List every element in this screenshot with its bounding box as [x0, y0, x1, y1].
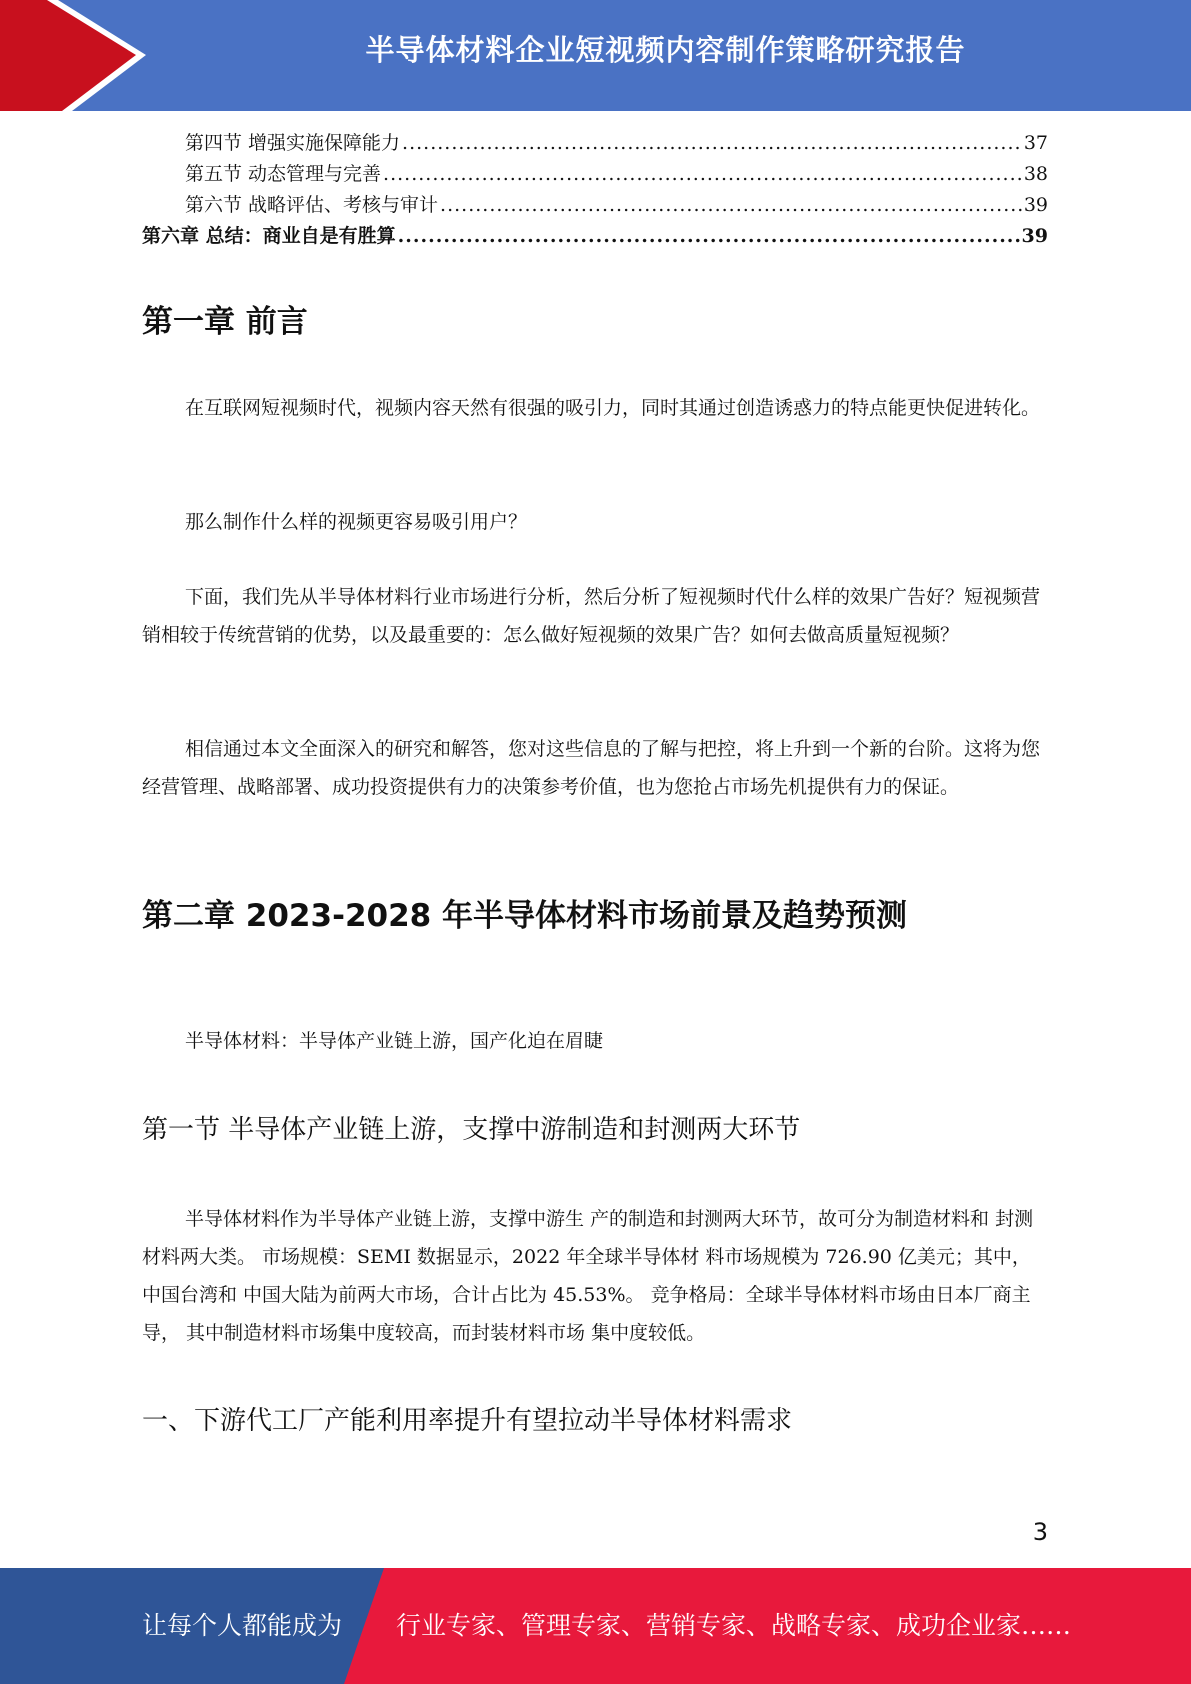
toc-entry-label: 第五节 动态管理与完善	[185, 163, 382, 185]
toc-chapter-entry[interactable]	[142, 221, 1048, 252]
toc-entry-page: 39	[1023, 194, 1048, 216]
chapter-1-paragraph-4: 相信通过本文全面深入的研究和解答，您对这些信息的了解与把控，将上升到一个新的台阶。这将为您经营管理、战略部署、成功投资提供有力的决策参考价值，也为您抢占市场先机提供有力的保证。	[142, 738, 1041, 798]
toc-entry-label: 第六节 战略评估、考核与审计	[185, 194, 439, 216]
report-title: 半导体材料企业短视频内容制作策略研究报告	[365, 33, 966, 67]
chapter-1-paragraph-2: 那么制作什么样的视频更容易吸引用户？	[185, 511, 528, 533]
header-banner	[0, 0, 1191, 111]
page-number: 3	[1032, 1518, 1048, 1546]
toc-entry-label: 第六章 总结：商业自是有胜算	[142, 225, 396, 247]
toc-leader-dots	[398, 221, 1020, 252]
footer-banner	[0, 1568, 1191, 1684]
section-1-paragraph: 半导体材料作为半导体产业链上游，支撑中游生 产的制造和封测两大环节，故可分为制造材料和 封测材料两大类。 市场规模：SEMI 数据显示，2022 年全球半导体材 料市场规模为 726.90 亿美元；其中，中国台湾和 中国大陆为前两大市场，合计占比为 45.53%。 竞争格局：全球半导体材料市场由日本厂商主导， 其中制造材料市场集中度较高，而封装材料市场 集中度较低。	[142, 1208, 1034, 1344]
toc-entry[interactable]	[142, 159, 1048, 190]
chapter-2-heading: 第二章 2023-2028 年半导体材料市场前景及趋势预测	[142, 898, 908, 934]
toc-entry-label: 第四节 增强实施保障能力	[185, 132, 401, 154]
section-1-heading: 第一节 半导体产业链上游，支撑中游制造和封测两大环节	[142, 1115, 801, 1145]
table-of-contents	[142, 128, 1048, 252]
header-chevron-logo	[0, 0, 160, 111]
toc-entry-page: 39	[1021, 225, 1048, 247]
toc-entry-page: 37	[1023, 132, 1048, 154]
chapter-1-paragraph-3: 下面，我们先从半导体材料行业市场进行分析，然后分析了短视频时代什么样的效果广告好？短视频营销相较于传统营销的优势，以及最重要的：怎么做好短视频的效果广告？如何去做高质量短视频？	[142, 586, 1041, 646]
footer-slogan-left: 让每个人都能成为	[142, 1611, 343, 1640]
toc-entry[interactable]	[142, 128, 1048, 159]
footer-slogan-right: 行业专家、管理专家、营销专家、战略专家、成功企业家……	[396, 1611, 1072, 1640]
toc-leader-dots	[383, 159, 1022, 190]
subsection-1-heading: 一、下游代工厂产能利用率提升有望拉动半导体材料需求	[142, 1406, 793, 1436]
toc-entry[interactable]	[142, 190, 1048, 221]
chapter-2-intro: 半导体材料：半导体产业链上游，国产化迫在眉睫	[185, 1030, 604, 1052]
chapter-1-heading: 第一章 前言	[142, 304, 308, 340]
toc-leader-dots	[440, 190, 1022, 221]
chapter-1-paragraph-1: 在互联网短视频时代，视频内容天然有很强的吸引力，同时其通过创造诱惑力的特点能更快促进转化。	[185, 397, 1041, 419]
toc-leader-dots	[402, 128, 1022, 159]
toc-entry-page: 38	[1023, 163, 1048, 185]
